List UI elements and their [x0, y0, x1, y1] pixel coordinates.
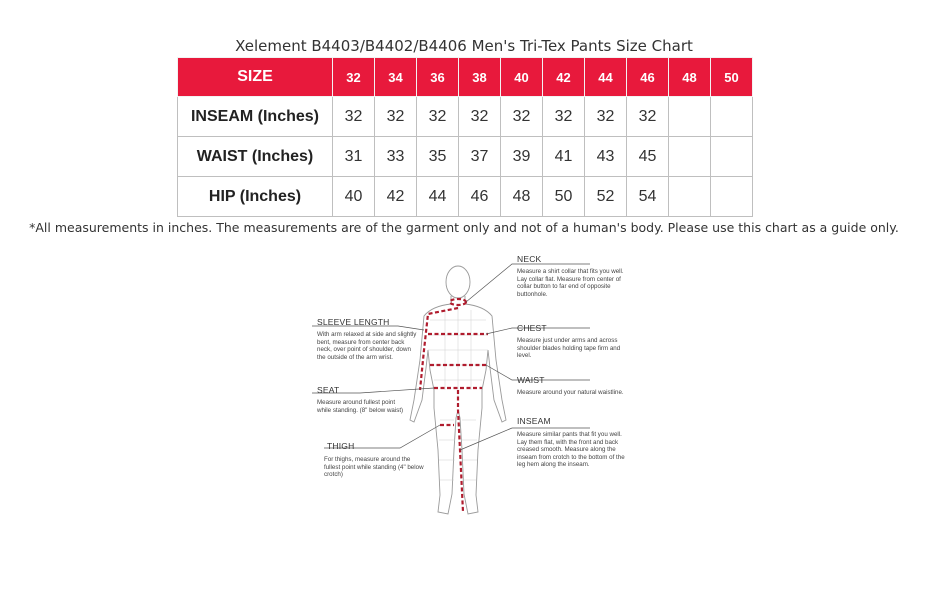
sleeve-description: With arm relaxed at side and slightly bent, measure from center back neck, over point of shoulder, down the outside of the arm wrist. — [317, 331, 417, 361]
chest-description: Measure just under arms and across shoulder blades holding tape firm and level. — [517, 337, 621, 360]
row-label-waist: WAIST (Inches) — [178, 137, 333, 177]
header-size-48: 48 — [669, 58, 711, 97]
table-cell: 32 — [543, 97, 585, 137]
table-cell: 43 — [585, 137, 627, 177]
table-cell: 48 — [501, 177, 543, 217]
table-cell: 46 — [459, 177, 501, 217]
seat-description: Measure around fullest point while standing. (8" below waist) — [317, 399, 404, 414]
size-table — [177, 57, 753, 217]
table-cell — [669, 137, 711, 177]
table-row-inseam — [178, 97, 753, 137]
chart-title: Xelement B4403/B4402/B4406 Men's Tri-Tex Pants Size Chart — [235, 37, 693, 55]
table-cell: 32 — [501, 97, 543, 137]
table-cell — [711, 97, 753, 137]
inseam-heading: INSEAM — [517, 416, 551, 426]
table-cell: 42 — [375, 177, 417, 217]
table-cell: 32 — [417, 97, 459, 137]
table-cell: 35 — [417, 137, 459, 177]
header-size-44: 44 — [585, 58, 627, 97]
header-size-50: 50 — [711, 58, 753, 97]
thigh-description: For thighs, measure around the fullest point while standing (4" below crotch) — [324, 456, 424, 479]
table-cell: 32 — [375, 97, 417, 137]
table-cell: 45 — [627, 137, 669, 177]
table-cell — [669, 177, 711, 217]
table-cell: 54 — [627, 177, 669, 217]
row-label-inseam: INSEAM (Inches) — [178, 97, 333, 137]
waist-heading: WAIST — [517, 375, 545, 385]
header-size-34: 34 — [375, 58, 417, 97]
footnote: *All measurements in inches. The measurements are of the garment only and not of a human's body. Please use this chart as a guide only. — [29, 220, 899, 235]
chest-heading: CHEST — [517, 323, 547, 333]
header-size-42: 42 — [543, 58, 585, 97]
table-cell: 33 — [375, 137, 417, 177]
thigh-heading: THIGH — [327, 441, 355, 451]
table-cell: 52 — [585, 177, 627, 217]
header-size-46: 46 — [627, 58, 669, 97]
measurement-diagram — [300, 250, 630, 530]
table-cell: 31 — [333, 137, 375, 177]
header-size-40: 40 — [501, 58, 543, 97]
waist-description: Measure around your natural waistline. — [517, 389, 624, 396]
table-cell: 44 — [417, 177, 459, 217]
inseam-description: Measure similar pants that fit you well. Lay them flat, with the front and back creased smooth. Measure along the inseam from crotch to the bottom of the leg hem along the inseam. — [517, 431, 625, 469]
table-cell: 32 — [585, 97, 627, 137]
table-cell: 37 — [459, 137, 501, 177]
neck-heading: NECK — [517, 254, 542, 264]
table-cell: 50 — [543, 177, 585, 217]
table-row-hip — [178, 177, 753, 217]
header-size-32: 32 — [333, 58, 375, 97]
header-size-36: 36 — [417, 58, 459, 97]
table-cell: 32 — [333, 97, 375, 137]
header-size-38: 38 — [459, 58, 501, 97]
table-cell — [711, 177, 753, 217]
table-cell: 41 — [543, 137, 585, 177]
table-cell: 40 — [333, 177, 375, 217]
table-cell: 39 — [501, 137, 543, 177]
table-cell — [711, 137, 753, 177]
table-cell: 32 — [627, 97, 669, 137]
header-size-label: SIZE — [178, 58, 333, 97]
seat-heading: SEAT — [317, 385, 340, 395]
table-header-row — [178, 58, 753, 97]
table-row-waist — [178, 137, 753, 177]
row-label-hip: HIP (Inches) — [178, 177, 333, 217]
neck-description: Measure a shirt collar that fits you well. Lay collar flat. Measure from center of collar button to far end of opposite buttonhole. — [517, 268, 624, 298]
sleeve-heading: SLEEVE LENGTH — [317, 317, 390, 327]
table-cell: 32 — [459, 97, 501, 137]
table-cell — [669, 97, 711, 137]
